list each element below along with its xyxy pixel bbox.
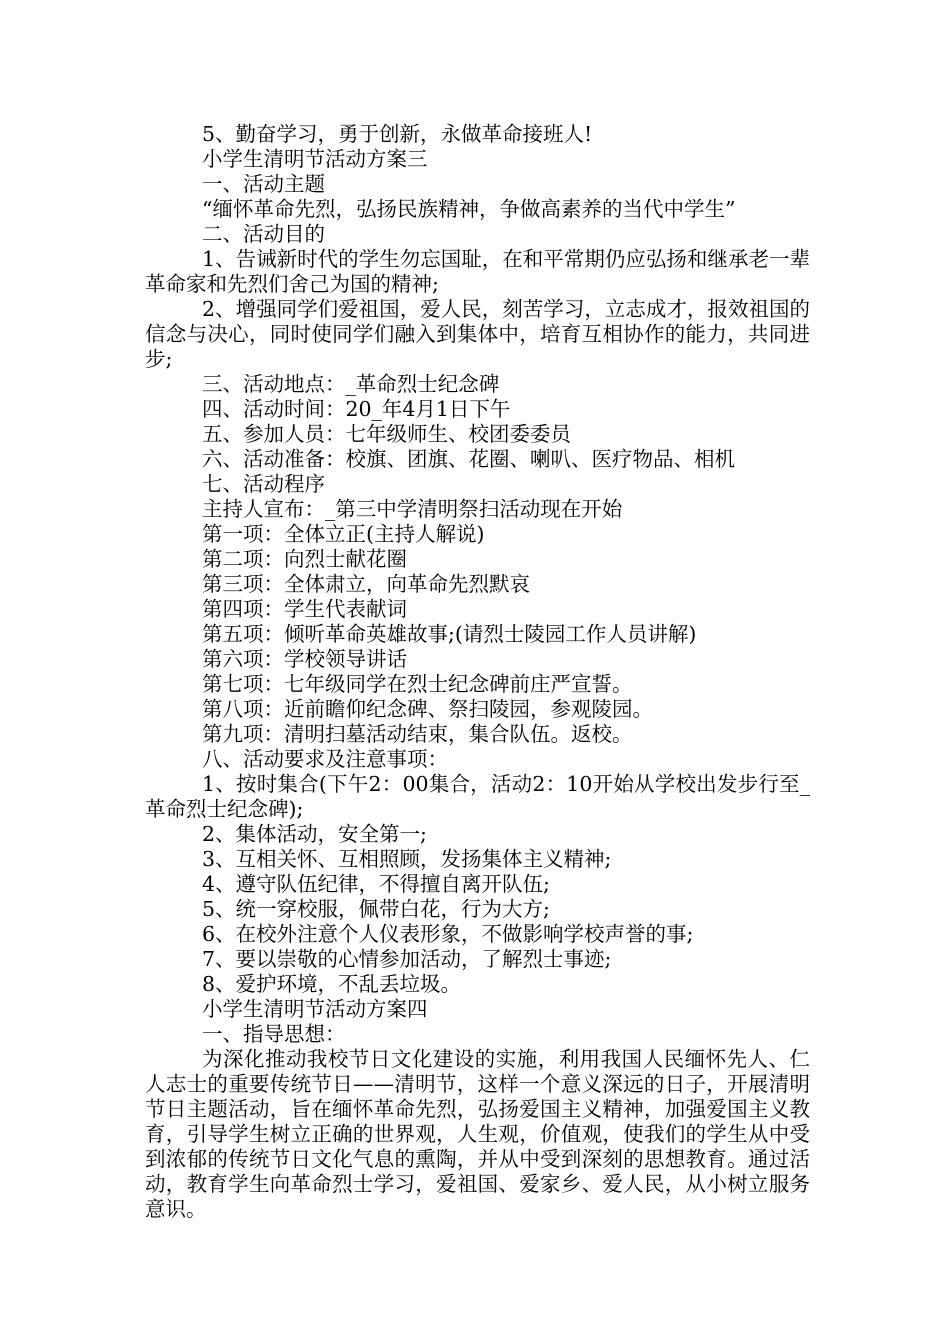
list-item: 第七项：七年级同学在烈士纪念碑前庄严宣誓。 xyxy=(202,672,633,696)
list-item: 第三项：全体肃立，向革命先烈默哀 xyxy=(202,572,530,596)
heading: 一、指导思想： xyxy=(202,1022,346,1046)
list-item: 8、爱护环境，不乱丢垃圾。 xyxy=(202,972,462,996)
list-item: 3、互相关怀、互相照顾，发扬集体主义精神; xyxy=(202,847,612,871)
list-item: 第六项：学校领导讲话 xyxy=(202,647,407,671)
list-item: 1、按时集合(下午2：00集合，活动2：10开始从学校出发步行至_革命烈士纪念碑); xyxy=(145,772,810,821)
paragraph: “缅怀革命先烈，弘扬民族精神，争做高素养的当代中学生” xyxy=(202,197,736,221)
list-item: 6、在校外注意个人仪表形象，不做影响学校声誉的事; xyxy=(202,922,694,946)
heading: 七、活动程序 xyxy=(202,472,325,496)
list-item: 第二项：向烈士献花圈 xyxy=(202,547,407,571)
document-body xyxy=(145,122,810,1222)
list-item: 2、集体活动，安全第一; xyxy=(202,822,427,846)
heading: 二、活动目的 xyxy=(202,222,325,246)
paragraph: 1、告诫新时代的学生勿忘国耻，在和平常期仍应弘扬和继承老一辈革命家和先烈们舍己为国的精神; xyxy=(145,247,810,296)
list-item: 7、要以崇敬的心情参加活动，了解烈士事迹; xyxy=(202,947,612,971)
heading: 八、活动要求及注意事项： xyxy=(202,747,448,771)
section-title: 小学生清明节活动方案四 xyxy=(202,997,428,1021)
list-item: 第一项：全体立正(主持人解说) xyxy=(202,522,485,546)
paragraph: 主持人宣布：_第三中学清明祭扫活动现在开始 xyxy=(202,497,623,521)
list-item: 5、统一穿校服，佩带白花，行为大方; xyxy=(202,897,550,921)
paragraph: 六、活动准备：校旗、团旗、花圈、喇叭、医疗物品、相机 xyxy=(202,447,735,471)
list-item: 第九项：清明扫墓活动结束，集合队伍。返校。 xyxy=(202,722,633,746)
paragraph: 5、勤奋学习，勇于创新，永做革命接班人! xyxy=(202,122,593,146)
paragraph: 五、参加人员：七年级师生、校团委委员 xyxy=(202,422,571,446)
list-item: 4、遵守队伍纪律，不得擅自离开队伍; xyxy=(202,872,550,896)
paragraph: 四、活动时间：20_年4月1日下午 xyxy=(202,397,511,421)
section-title: 小学生清明节活动方案三 xyxy=(202,147,428,171)
paragraph: 三、活动地点：_革命烈士纪念碑 xyxy=(202,372,500,396)
list-item: 第五项：倾听革命英雄故事;(请烈士陵园工作人员讲解) xyxy=(202,622,697,646)
list-item: 第四项：学生代表献词 xyxy=(202,597,407,621)
paragraph: 2、增强同学们爱祖国，爱人民，刻苦学习，立志成才，报效祖国的信念与决心，同时使同学们融入到集体中，培育互相协作的能力，共同进步; xyxy=(145,297,810,371)
heading: 一、活动主题 xyxy=(202,172,325,196)
paragraph: 为深化推动我校节日文化建设的实施，利用我国人民缅怀先人、仁人志士的重要传统节日——清明节，这样一个意义深远的日子，开展清明节日主题活动，旨在缅怀革命先烈，弘扬爱国主义精神，加强爱国主义教育，引导学生树立正确的世界观，人生观，价值观，使我们的学生从中受到浓郁的传统节日文化气息的熏陶，并从中受到深刻的思想教育。通过活动，教育学生向革命烈士学习，爱祖国、爱家乡、爱人民，从小树立服务意识。 xyxy=(145,1047,810,1221)
list-item: 第八项：近前瞻仰纪念碑、祭扫陵园，参观陵园。 xyxy=(202,697,653,721)
